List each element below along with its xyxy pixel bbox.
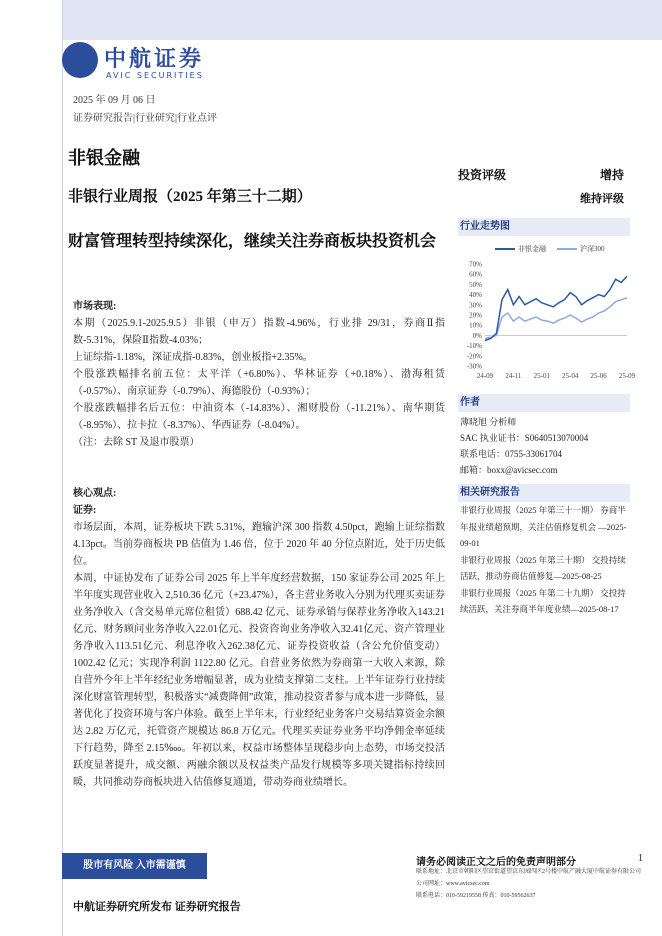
author-line: 联系电话：0755-33061704 xyxy=(460,449,562,459)
logo xyxy=(62,42,232,86)
x-tick-label: 24-09 xyxy=(476,372,494,380)
market-para: 个股涨跌幅排名前五位：太平洋（+6.80%）、华林证券（+0.18%）、渤海租赁（-0.57%）、南京证券（-0.79%）、海德股份（-0.93%）； xyxy=(73,369,445,397)
header-band xyxy=(62,0,662,40)
logo-emblem-icon xyxy=(62,42,98,78)
x-tick-label: 25-06 xyxy=(590,372,607,380)
contact-line: 联系地址：北京市朝阳区望京街道望京东园四区2号楼中航产融大厦中航证券有限公司 xyxy=(416,869,642,875)
contact-line: 联系电话：010-59219558 传真：010-59562637 xyxy=(416,893,536,899)
x-tick-label: 25-04 xyxy=(562,372,579,380)
left-rail xyxy=(62,0,63,936)
market-para: 个股涨跌幅排名后五位：中油资本（-14.83%）、湘财股份（-11.21%）、南华期货（-8.95%）、拉卡拉（-8.37%）、华西证券（-8.04%）。 xyxy=(73,403,445,431)
disclaimer: 请务必阅读正文之后的免责声明部分 xyxy=(416,857,576,868)
trend-chart xyxy=(455,256,635,386)
views-para: 本周，中证协发布了证券公司 2025 年上半年度经营数据，150 家证券公司 2025 年上半年度实现营业收入 2,510.36 亿元（+23.47%），各主营业务收入分别为代理买卖证券业务净收入（含交易单元席位租赁）688.42 亿元、证券承销与保荐业务净收入143.21亿元、财务顾问业务净收入22.01亿元、投资咨询业务净收入32.41亿元、资产管理业务净收入113.51亿元、利息净收入262.38亿元、证券投资收益（含公允价值变动）1002.42 亿元；实现净利润 1122.80 亿元。自营业务依然为券商第一大收入来源，除自营外今年上半年经纪业务增幅显著，成为业绩支撑第二支柱。上半年证券行业持续深化财富管理转型，积极落实“减费降佣”政策，推动投资者参与成本进一步降低，显著优化了投资环境与客户体验。截至上半年末，行业经纪业务客户交易结算资金余额达 2.82 万亿元，托管资产规模达 86.8 万亿元。代理买卖证券业务平均净佣金率延续下行趋势，降至 2.15‱。年初以来，权益市场整体呈现稳步向上态势，市场交投活跃度显著提升，成交额、两融余额以及权益类产品发行规模等多项关键指标持续回暖，共同推动券商板块进入估值修复通道，带动券商业绩增长。 xyxy=(73,573,445,788)
logo-cn: 中航证券 xyxy=(104,47,205,72)
related-item[interactable]: 非银行业周报（2025 年第二十九期） 交投持续活跃，关注券商半年度业绩—2025-08-17 xyxy=(460,587,626,614)
views-para: 市场层面，本周，证券板块下跌 5.31%，跑输沪深 300 指数 4.50pct，跑输上证综指数 4.13pct。当前券商板块 PB 估值为 1.46 倍，位于 2020 年 40 分位点附近，处于历史低位。 xyxy=(73,522,445,567)
rating-keep: 维持评级 xyxy=(580,193,624,205)
author-line: 邮箱：boxx@avicsec.com xyxy=(460,465,558,475)
x-tick-label: 25-09 xyxy=(618,372,635,380)
report-category: 证券研究报告|行业研究|行业点评 xyxy=(73,113,218,124)
y-tick-label: 20% xyxy=(469,311,482,320)
author-line: 薄晓旭 分析师 xyxy=(460,417,517,427)
report-title: 非银行业周报（2025 年第三十二期） xyxy=(68,189,312,205)
related-reports xyxy=(460,502,632,618)
y-tick-label: 30% xyxy=(469,301,482,310)
author-header: 作者 xyxy=(458,394,630,412)
views-subheader: 证券: xyxy=(73,505,97,516)
y-tick-label: 0% xyxy=(472,331,482,340)
market-header: 市场表现: xyxy=(73,301,117,312)
rating-value: 增持 xyxy=(600,168,625,182)
market-para: （注：去除 ST 及退市股票） xyxy=(73,437,200,448)
legend-item: 沪深300 xyxy=(557,244,605,254)
related-item[interactable]: 非银行业周报（2025 年第三十期） 交投持续活跃，推动券商估值修复—2025-08-25 xyxy=(460,554,626,581)
contact-info xyxy=(416,866,646,902)
related-item[interactable]: 非银行业周报（2025 年第三十一期） 券商半年报业绩超预期，关注估值修复机会 —2025-09-01 xyxy=(460,505,627,548)
series-line xyxy=(485,298,627,339)
views-header: 核心观点: xyxy=(73,488,117,499)
main-content xyxy=(73,298,445,791)
y-tick-label: -20% xyxy=(466,352,482,361)
report-date: 2025 年 09 月 06 日 xyxy=(73,95,156,106)
related-header: 相关研究报告 xyxy=(458,484,630,502)
y-tick-label: 10% xyxy=(469,321,482,330)
risk-banner: 股市有风险 入市需谨慎 xyxy=(62,853,207,879)
y-tick-label: 50% xyxy=(469,280,482,289)
trend-header: 行业走势图 xyxy=(458,218,630,236)
page-number: 1 xyxy=(638,853,643,864)
y-tick-label: 60% xyxy=(469,270,482,279)
rating-label: 投资评级 xyxy=(458,168,507,182)
author-line: SAC 执业证书：S0640513070004 xyxy=(460,433,589,443)
logo-en: AVIC SECURITIES xyxy=(106,71,204,80)
x-tick-label: 24-11 xyxy=(505,372,522,380)
x-tick-label: 25-01 xyxy=(533,372,550,380)
y-tick-label: 40% xyxy=(469,291,482,300)
footer-publisher: 中航证券研究所发布 证券研究报告 xyxy=(73,901,241,913)
contact-line: 公司网址：www.avicsec.com xyxy=(416,881,490,887)
report-subtitle: 财富管理转型持续深化，继续关注券商板块投资机会 xyxy=(68,233,437,250)
market-para: 本期（2025.9.1-2025.9.5）非银（申万）指数-4.96%，行业排 29/31，券商Ⅱ指数-5.31%，保险Ⅱ指数-4.03%； xyxy=(73,318,445,346)
y-tick-label: -10% xyxy=(466,342,482,351)
legend-item: 非银金融 xyxy=(495,244,546,254)
y-tick-label: 70% xyxy=(469,260,482,269)
market-para: 上证综指-1.18%，深证成指-0.83%，创业板指+2.35%。 xyxy=(73,352,313,363)
series-line xyxy=(485,276,627,340)
author-info xyxy=(460,414,632,478)
sector-title: 非银金融 xyxy=(68,148,140,168)
y-tick-label: -30% xyxy=(466,362,482,371)
